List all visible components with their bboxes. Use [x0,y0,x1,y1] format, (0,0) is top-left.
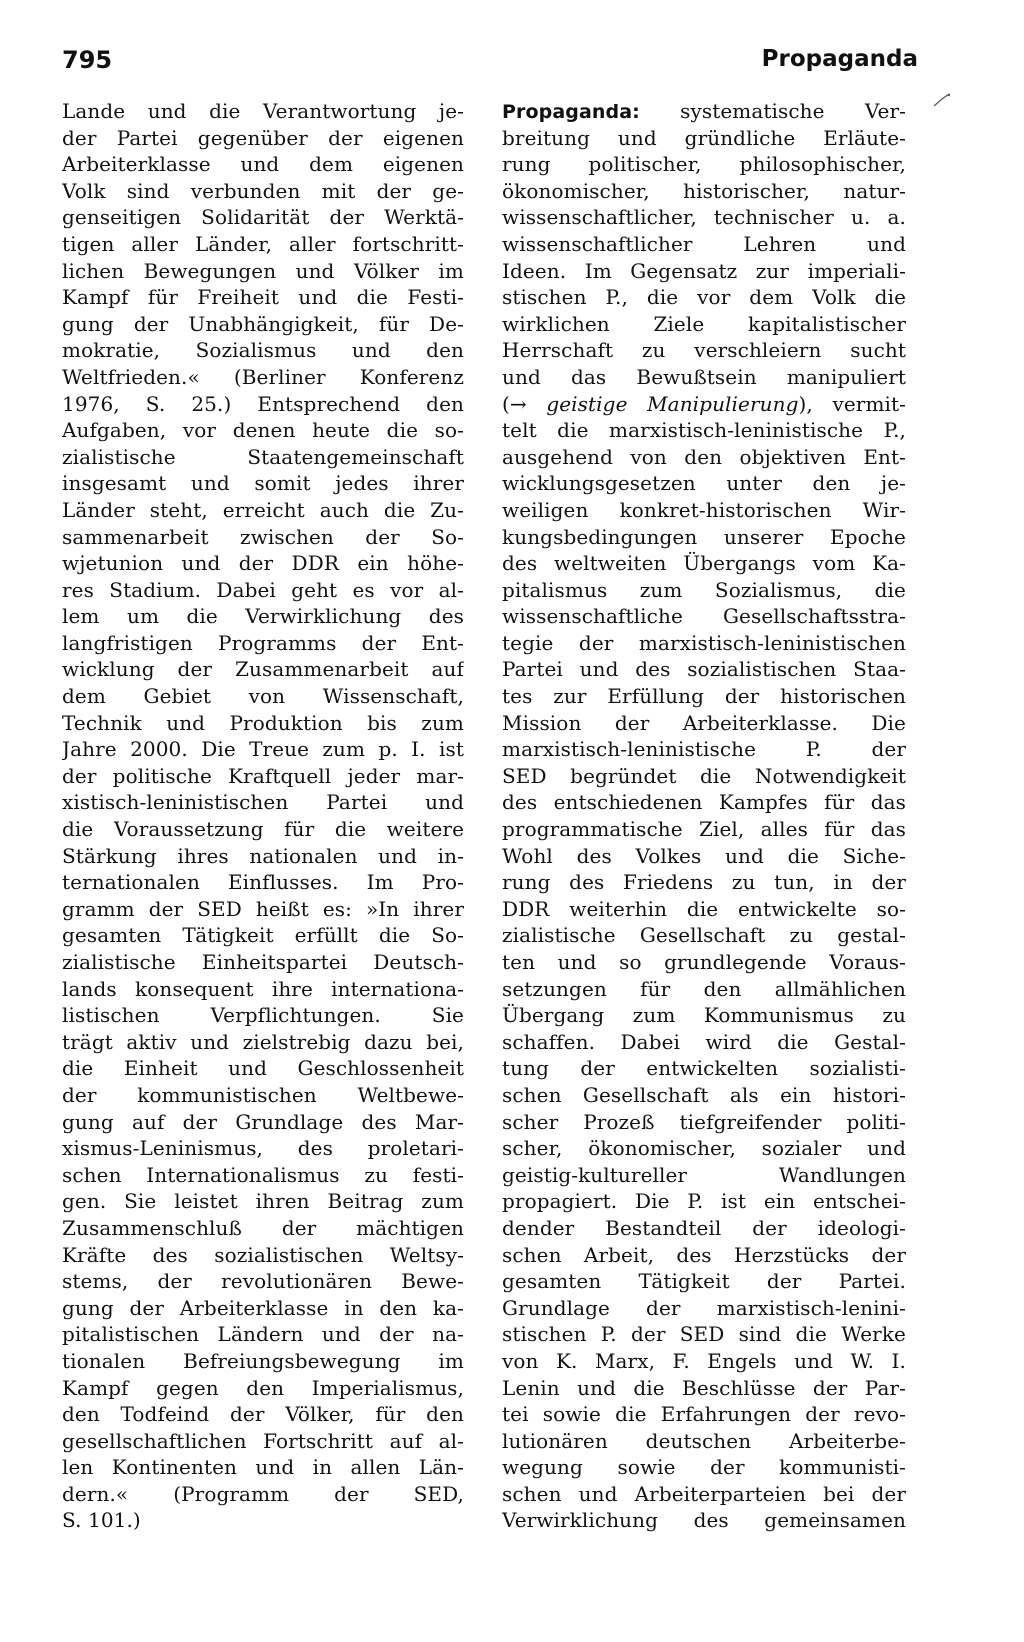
crossref-link[interactable]: geistige Manipulierung [546,391,799,416]
text-line: Jahre 2000. Die Treue zum p. I. ist [62,737,464,762]
text-line: S. 101.) [62,1508,141,1533]
text-line: lands konsequent ihre internationa- [62,976,464,1001]
text-line: gen. Sie leistet ihren Beitrag zum [62,1189,464,1214]
text-line: Kräfte des sozialistischen Weltsy- [62,1242,464,1267]
text-line: ternationalen Einflusses. Im Pro- [62,870,464,895]
text-line: dender Bestandteil der ideologi- [502,1215,906,1240]
text-line: Übergang zum Kommunismus zu [502,1003,906,1028]
text-line: Lenin und die Beschlüsse der Par- [502,1375,906,1400]
text-line: schen und Arbeiterparteien bei der [502,1481,906,1506]
text-line: Aufgaben, vor denen heute die so- [62,418,464,443]
text-line: wissenschaftlicher Lehren und [502,231,906,256]
text-line: scher Prozeß tiefgreifender politi- [502,1109,906,1134]
text-line: schaffen. Dabei wird die Gestal- [502,1029,906,1054]
text-line: stischen P., die vor dem Volk die [502,285,906,310]
text-line: zialistische Gesellschaft zu gestal- [502,923,906,948]
text-line: Stärkung ihres nationalen und in- [62,843,464,868]
crossref-open-paren: ( [502,391,510,416]
text-line: die Einheit und Geschlossenheit [62,1056,464,1081]
text-line: geistig-kultureller Wandlungen [502,1162,906,1187]
text-line: wegung sowie der kommunisti- [502,1455,906,1480]
entry-first-line [502,98,906,125]
text-line: zialistische Staatengemeinschaft [62,444,464,469]
right-column [502,98,906,1534]
text-line: lichen Bewegungen und Völker im [62,258,464,283]
text-line: Mission der Arbeiterklasse. Die [502,710,906,735]
text-line: stischen P. der SED sind die Werke [502,1322,906,1347]
text-line: gesamten Tätigkeit erfüllt die So- [62,923,464,948]
text-line: weiligen konkret-historischen Wir- [502,497,906,522]
text-line: zialistische Einheitspartei Deutsch- [62,950,464,974]
text-line: pitalistischen Ländern und der na- [62,1322,464,1347]
text-line: SED begründet die Notwendigkeit [502,763,906,788]
text-line: der politische Kraftquell jeder mar- [62,763,464,788]
text-line: tes zur Erfüllung der historischen [502,684,906,709]
text-line: dern.« (Programm der SED, [62,1481,464,1506]
text-line: Ideen. Im Gegensatz zur imperiali- [502,258,906,283]
text-line: und das Bewußtsein manipuliert [502,364,906,389]
arrow-icon: → [509,391,527,416]
text-line: tegie der marxistisch-leninistischen [502,630,906,655]
text-line: der kommunistischen Weltbewe- [62,1082,464,1107]
text-line: schen Gesellschaft als ein histori- [502,1082,906,1107]
text-line: langfristigen Programms der Ent- [62,630,464,655]
text-line: lutionären deutschen Arbeiterbe- [502,1428,906,1453]
text-line: gesamten Tätigkeit der Partei. [502,1269,906,1294]
text-line: Wohl des Volkes und die Siche- [502,843,906,868]
text-line: Arbeiterklasse und dem eigenen [62,152,464,177]
text-line: propagiert. Die P. ist ein entschei- [502,1189,906,1214]
text-line: breitung und gründliche Erläute- [502,125,906,150]
text-line: 1976, S. 25.) Entsprechend den [62,391,464,416]
text-line: tei sowie die Erfahrungen der revo- [502,1402,906,1427]
text-line: wjetunion und der DDR ein höhe- [62,551,464,576]
entry-first-line-text: systematische Ver- [680,99,906,123]
right-lines-after-crossref [502,417,906,1534]
running-head: Propaganda [761,46,918,72]
text-line: Herrschaft zu verschleiern sucht [502,338,906,363]
text-line: von K. Marx, F. Engels und W. I. [502,1348,906,1373]
text-line: der Partei gegenüber der eigenen [62,125,464,150]
page-number: 795 [62,46,113,74]
text-line: rung des Friedens zu tun, in der [502,870,906,895]
text-line: DDR weiterhin die entwickelte so- [502,896,906,921]
text-line: gung der Arbeiterklasse in den ka- [62,1295,464,1320]
left-column [62,98,464,1534]
crossref-line [502,391,906,418]
text-line: tigen aller Länder, aller fortschritt- [62,231,464,256]
crossref-after-text: ), vermit- [798,391,906,416]
text-line: stems, der revolutionären Bewe- [62,1269,464,1294]
text-line: rung politischer, philosophischer, [502,152,906,177]
text-line: ausgehend von den objektiven Ent- [502,444,906,469]
text-line: Partei und des sozialistischen Staa- [502,657,906,682]
text-line: insgesamt und somit jedes ihrer [62,471,464,496]
text-line: Länder steht, erreicht auch die Zu- [62,497,464,522]
text-line: Weltfrieden.« (Berliner Konferenz [62,364,464,389]
text-line: Kampf für Freiheit und die Festi- [62,285,464,310]
text-line: xistisch-leninistischen Partei und [62,790,464,815]
text-line: wicklungsgesetzen unter den je- [502,471,906,496]
text-line: res Stadium. Dabei geht es vor al- [62,577,464,602]
text-line: gramm der SED heißt es: »In ihrer [62,896,464,921]
text-line: genseitigen Solidarität der Werktä- [62,205,464,230]
text-line: len Kontinenten und in allen Län- [62,1455,464,1480]
text-line: die Voraussetzung für die weitere [62,817,464,842]
text-line: pitalismus zum Sozialismus, die [502,577,906,602]
text-line: gung auf der Grundlage des Mar- [62,1109,464,1134]
entry-headword: Propaganda: [502,101,640,123]
text-line: scher, ökonomischer, sozialer und [502,1136,906,1161]
text-line: trägt aktiv und zielstrebig dazu bei, [62,1029,464,1054]
text-line: Lande und die Verantwortung je- [62,99,464,123]
text-line: tung der entwickelten sozialisti- [502,1056,906,1081]
text-line: ökonomischer, historischer, natur- [502,178,906,203]
text-line: schen Arbeit, des Herzstücks der [502,1242,906,1267]
scan-speck-icon [932,92,952,108]
text-line: des weltweiten Übergangs vom Ka- [502,551,906,576]
text-line: ten und so grundlegende Voraus- [502,950,906,974]
text-line: dem Gebiet von Wissenschaft, [62,684,464,709]
text-line: wicklung der Zusammenarbeit auf [62,657,464,682]
text-line: des entschiedenen Kampfes für das [502,790,906,815]
text-line: lem um die Verwirklichung des [62,604,464,629]
text-line: Grundlage der marxistisch-lenini- [502,1295,906,1320]
text-line: wissenschaftlicher, technischer u. a. [502,205,906,230]
text-line: sammenarbeit zwischen der So- [62,524,464,549]
text-line: Verwirklichung des gemeinsamen [502,1508,906,1533]
text-line: schen Internationalismus zu festi- [62,1162,464,1187]
right-lines-before-crossref [502,125,906,391]
text-line: programmatische Ziel, alles für das [502,817,906,842]
text-line: tionalen Befreiungsbewegung im [62,1348,464,1373]
text-line: xismus-Leninismus, des proletari- [62,1136,464,1161]
text-line: listischen Verpflichtungen. Sie [62,1003,464,1028]
text-line: den Todfeind der Völker, für den [62,1402,464,1427]
text-line: Kampf gegen den Imperialismus, [62,1375,464,1400]
text-line: setzungen für den allmählichen [502,976,906,1001]
text-line: kungsbedingungen unserer Epoche [502,524,906,549]
text-line: wirklichen Ziele kapitalistischer [502,311,906,336]
text-line: Volk sind verbunden mit der ge- [62,178,464,203]
text-line: gung der Unabhängigkeit, für De- [62,311,464,336]
text-line: marxistisch-leninistische P. der [502,737,906,762]
text-line: telt die marxistisch-leninistische P., [502,418,906,443]
text-line: Zusammenschluß der mächtigen [62,1215,464,1240]
text-line: mokratie, Sozialismus und den [62,338,464,363]
text-line: Technik und Produktion bis zum [62,710,464,735]
text-line: wissenschaftliche Gesellschaftsstra- [502,604,906,629]
text-line: gesellschaftlichen Fortschritt auf al- [62,1428,464,1453]
